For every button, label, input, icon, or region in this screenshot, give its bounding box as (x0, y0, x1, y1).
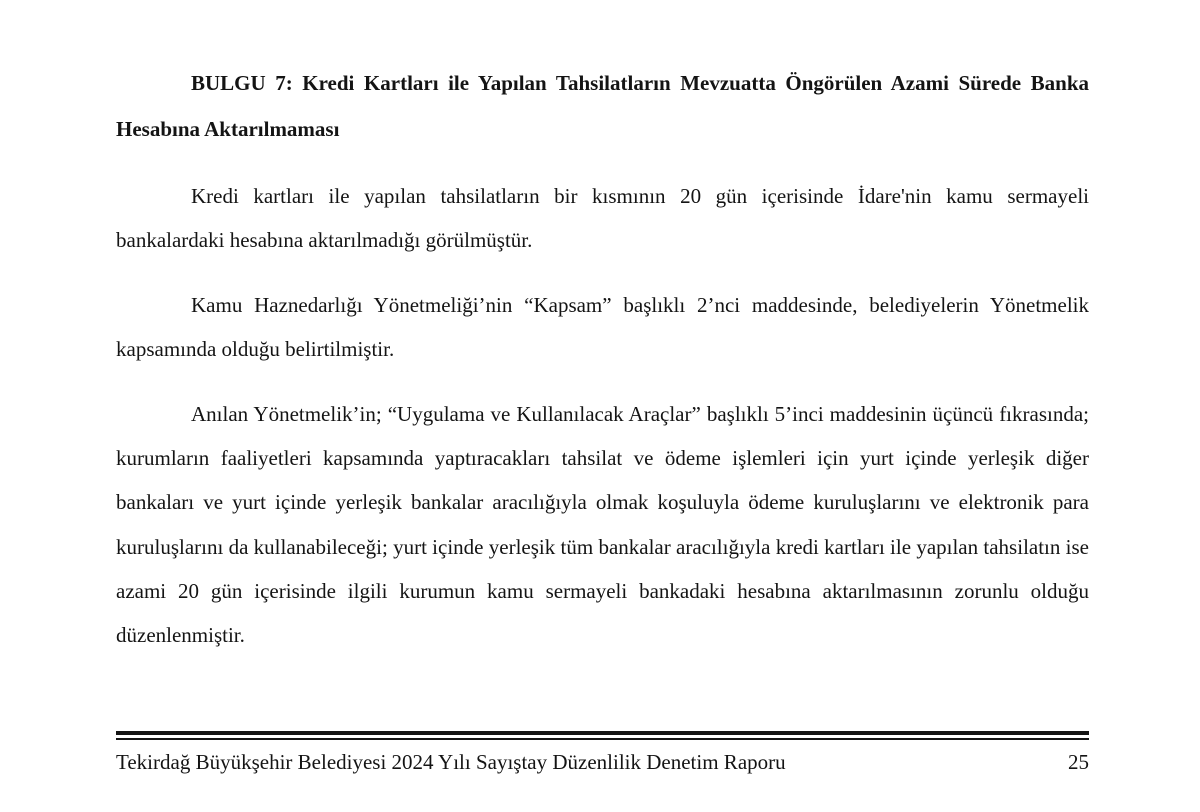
paragraph-3: Anılan Yönetmelik’in; “Uygulama ve Kullanılacak Araçlar” başlıklı 5’inci maddesinin üçüncü fıkrasında; kurumların faaliyetleri kapsamında yaptıracakları tahsilat ve ödeme işlemleri için yurt içinde yerleşik diğer bankaları ve yurt içinde yerleşik bankalar aracılığıyla olmak koşuluyla ödeme kuruluşlarını ve elektronik para kuruluşlarını da kullanabileceği; yurt içinde yerleşik tüm bankalar aracılığıyla kredi kartları ile yapılan tahsilatın ise azami 20 gün içerisinde ilgili kurumun kamu sermayeli bankadaki hesabına aktarılmasının zorunlu olduğu düzenlenmiştir. (116, 402, 1089, 648)
page-footer (116, 746, 1089, 778)
paragraph-1: Kredi kartları ile yapılan tahsilatların bir kısmının 20 gün içerisinde İdare'nin kamu sermayeli bankalardaki hesabına aktarılmadığı görülmüştür. (116, 184, 1089, 252)
page-number: 25 (1068, 750, 1089, 774)
footer-report-title: Tekirdağ Büyükşehir Belediyesi 2024 Yılı Sayıştay Düzenlilik Denetim Raporu (116, 750, 786, 774)
paragraph-2: Kamu Haznedarlığı Yönetmeliği’nin “Kapsam” başlıklı 2’nci maddesinde, belediyelerin Yönetmelik kapsamında olduğu belirtilmiştir. (116, 293, 1089, 361)
document-page (116, 0, 1089, 812)
footer-divider-thin (116, 738, 1089, 740)
footer-divider-thick (116, 731, 1089, 735)
finding-heading: BULGU 7: Kredi Kartları ile Yapılan Tahsilatların Mevzuatta Öngörülen Azami Sürede Banka Hesabına Aktarılmaması (116, 71, 1089, 141)
